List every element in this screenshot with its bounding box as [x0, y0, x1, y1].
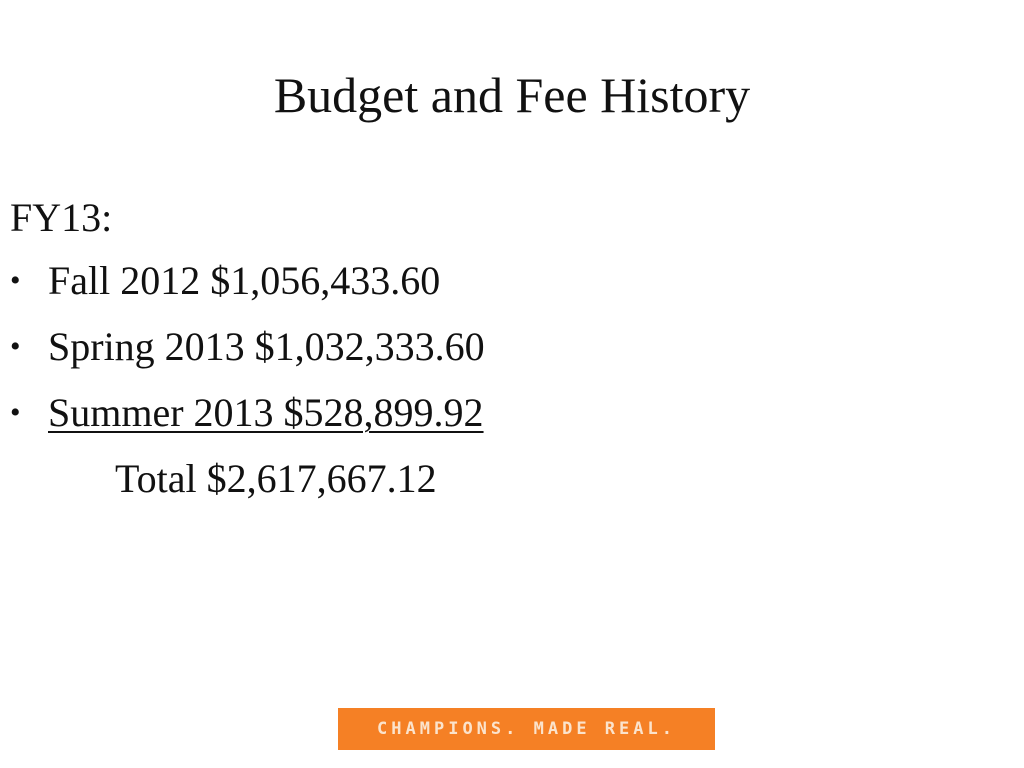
list-item-text: Spring 2013 $1,032,333.60: [48, 324, 485, 369]
footer-banner: [338, 708, 715, 750]
bullet-icon: •: [10, 264, 21, 297]
list-item-summer-2013: [10, 380, 910, 446]
fee-list: [10, 248, 910, 446]
total-line: Total $2,617,667.12: [115, 456, 437, 501]
slide-title: Budget and Fee History: [273, 67, 751, 123]
list-item-text: Fall 2012 $1,056,433.60: [48, 258, 441, 303]
fiscal-year-heading: FY13:: [10, 195, 113, 240]
list-item-fall-2012: [10, 248, 910, 314]
bullet-icon: •: [10, 396, 21, 429]
bullet-icon: •: [10, 330, 21, 363]
list-item-spring-2013: [10, 314, 910, 380]
slide-content: [10, 188, 910, 512]
list-item-text: Summer 2013 $528,899.92: [48, 390, 484, 435]
footer-banner-text: CHAMPIONS. MADE REAL.: [377, 719, 676, 739]
